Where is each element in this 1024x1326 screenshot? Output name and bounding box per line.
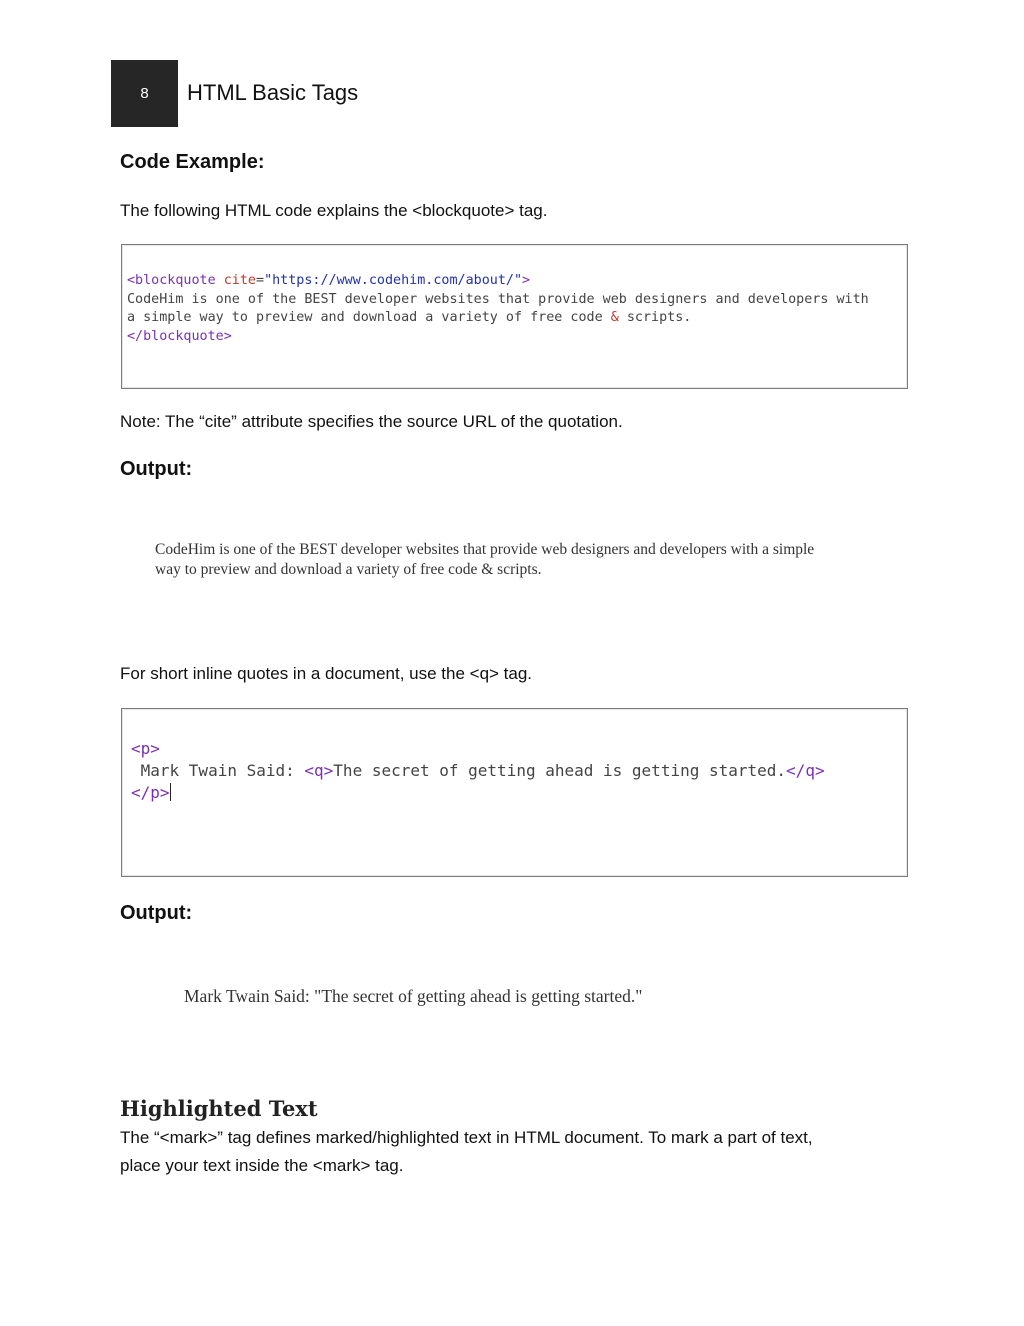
page-number-badge xyxy=(111,60,178,127)
code-example-heading: Code Example: xyxy=(120,151,265,173)
page-number: 8 xyxy=(140,85,149,102)
code-open-tag: <blockquote xyxy=(127,273,216,288)
code-line-3a: a simple way to preview and download a variety of free code xyxy=(127,310,611,325)
code-quote: The secret of getting ahead is getting started. xyxy=(333,761,787,780)
q-output: Mark Twain Said: "The secret of getting ahead is getting started." xyxy=(184,986,643,1006)
blockquote-code-box xyxy=(121,244,908,389)
mark-description-line-1: The “<mark>” tag defines marked/highlighted text in HTML document. To mark a part of text, xyxy=(120,1128,813,1147)
highlighted-text-heading: Highlighted Text xyxy=(120,1096,318,1121)
blockquote-output xyxy=(155,540,814,580)
code-attr-name: cite xyxy=(223,273,256,288)
code-close-tag: </blockquote> xyxy=(127,328,232,344)
mark-description-line-2: place your text inside the <mark> tag. xyxy=(120,1156,404,1175)
code-q-open: <q> xyxy=(304,761,334,780)
code-line-2: CodeHim is one of the BEST developer websites that provide web designers and developers with xyxy=(127,291,869,307)
code-amp: & xyxy=(610,310,619,325)
text-caret xyxy=(170,783,171,801)
code-q-close: </q> xyxy=(786,761,825,780)
output-heading-2: Output: xyxy=(120,902,193,924)
blockquote-code xyxy=(127,272,869,346)
blockquote-output-line-1: CodeHim is one of the BEST developer websites that provide web designers and developers with a simple xyxy=(155,541,815,558)
blockquote-intro: The following HTML code explains the <blockquote> tag. xyxy=(120,201,548,220)
page-header-title: HTML Basic Tags xyxy=(187,80,359,105)
code-text-before: Mark Twain Said: xyxy=(131,761,305,780)
output-heading-1: Output: xyxy=(120,458,193,480)
code-line-3b: scripts. xyxy=(618,310,692,325)
code-attr-eq: = xyxy=(256,273,265,288)
code-p-close: </p> xyxy=(131,783,170,802)
cite-note: Note: The “cite” attribute specifies the source URL of the quotation. xyxy=(120,412,623,431)
code-p-open: <p> xyxy=(131,739,160,758)
q-tag-intro: For short inline quotes in a document, use the <q> tag. xyxy=(120,664,533,683)
code-attr-value: "https://www.codehim.com/about/" xyxy=(264,273,523,288)
q-code xyxy=(131,738,825,804)
blockquote-output-line-2: way to preview and download a variety of free code & scripts. xyxy=(155,561,542,578)
code-open-tag-end: > xyxy=(522,273,531,288)
mark-description xyxy=(120,1124,813,1180)
q-code-box xyxy=(121,708,908,877)
